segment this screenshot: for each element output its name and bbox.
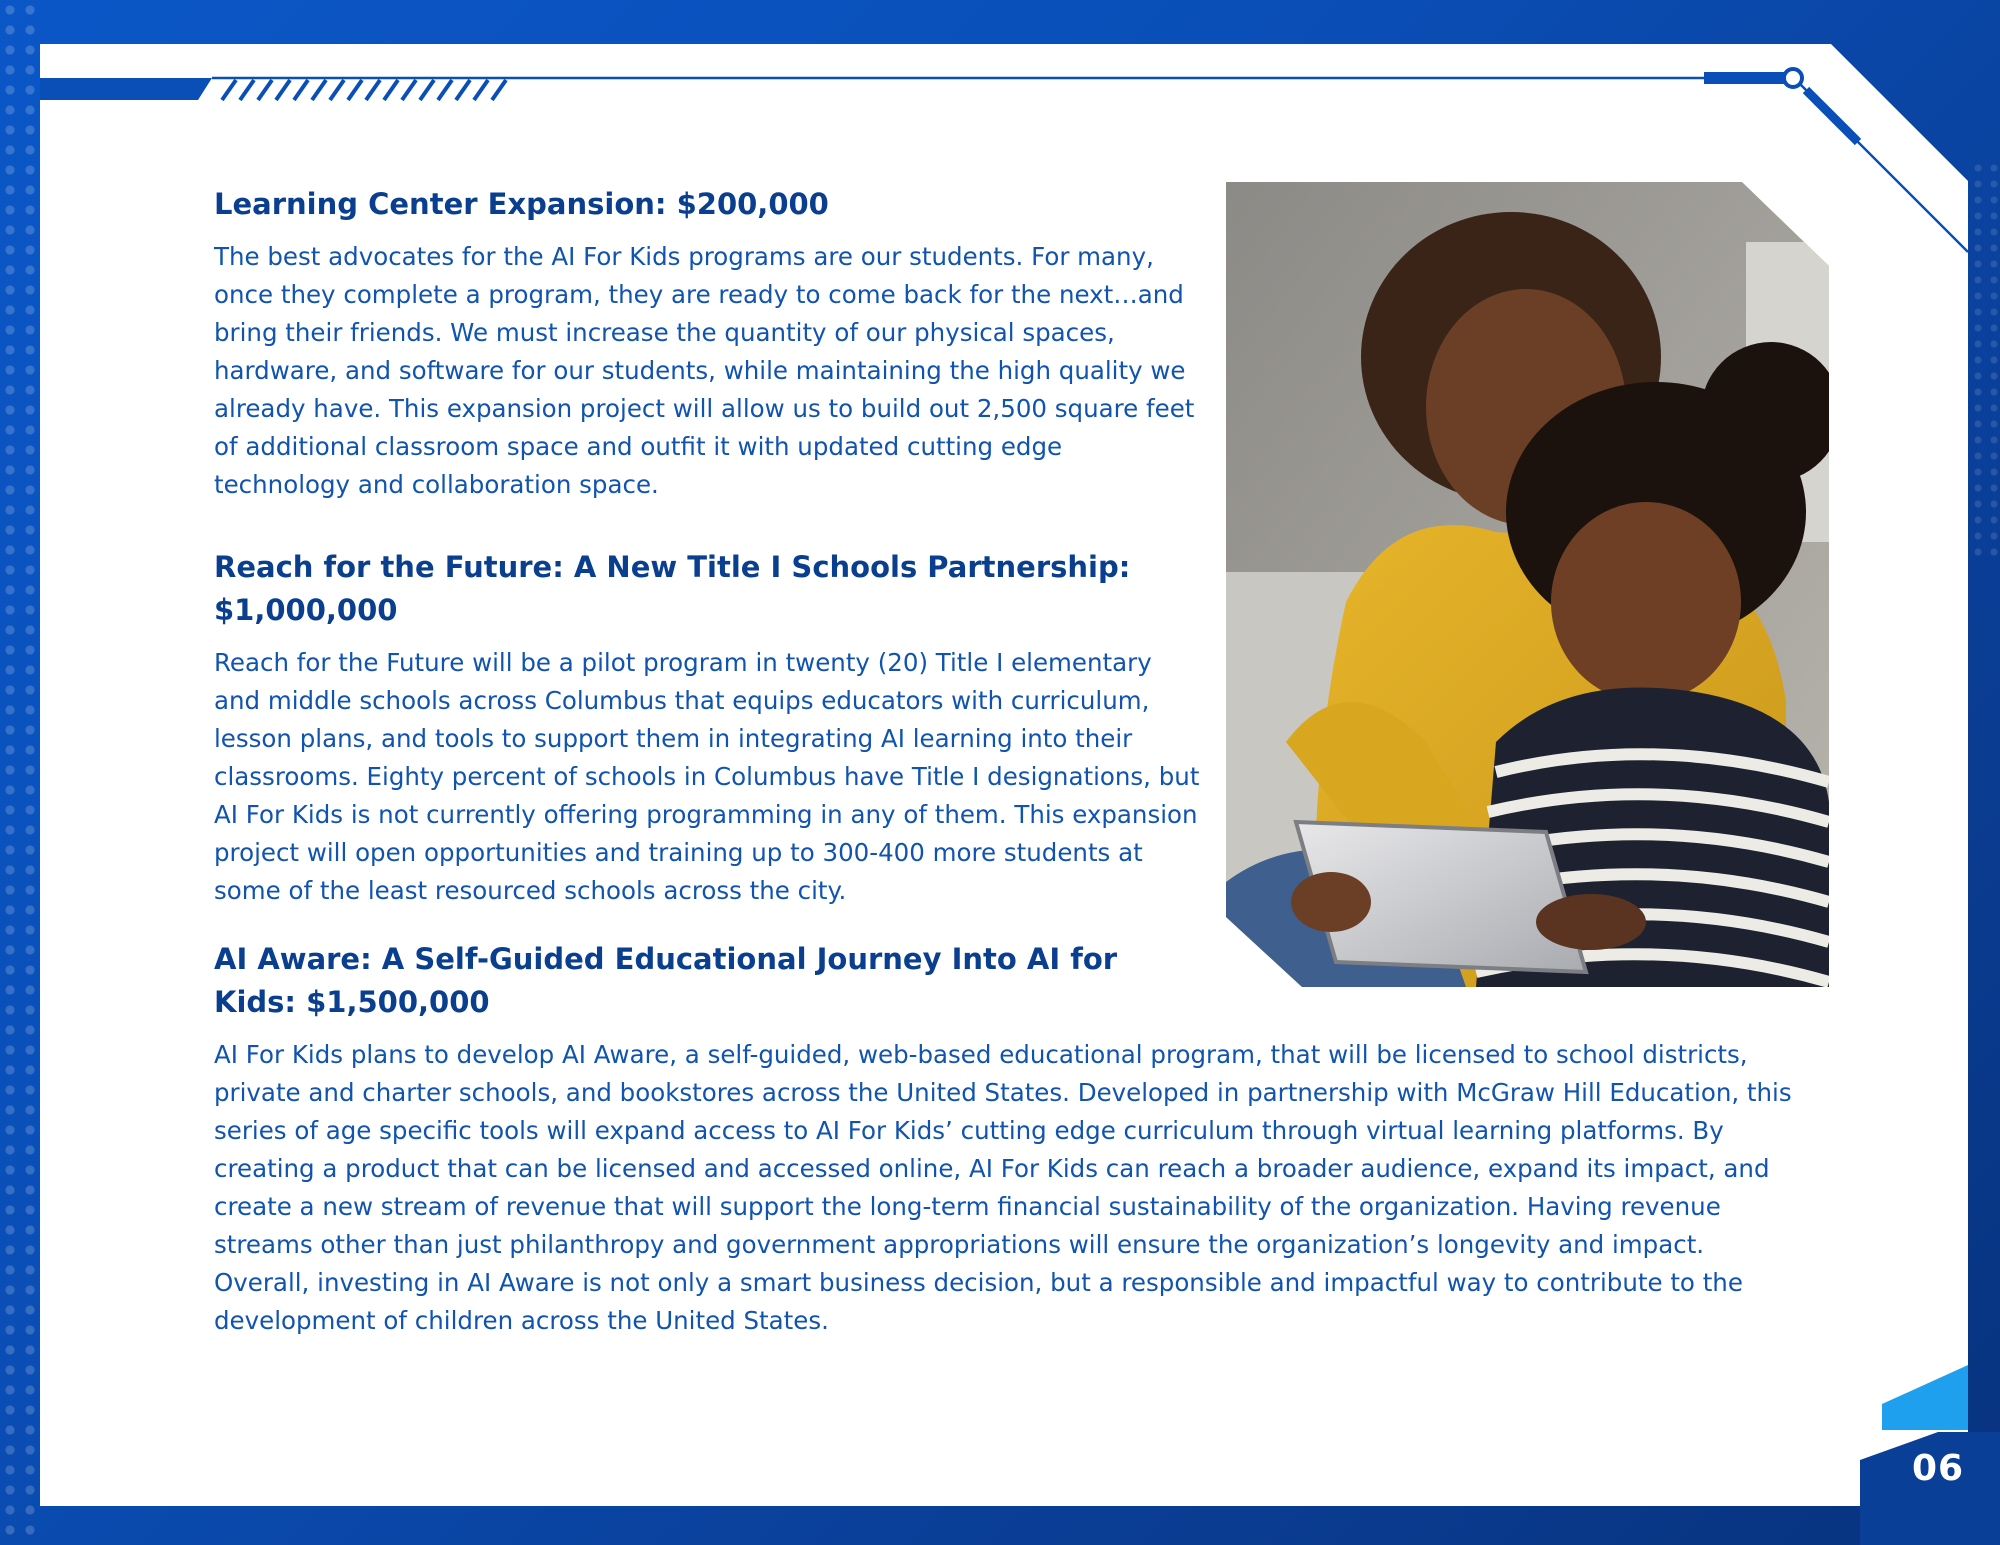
top-rule-thick [1704,72,1792,84]
section-body: The best advocates for the AI For Kids programs are our students. For many, once they complete a program, they are ready to come back for the next…and bring their friends. We must increase the quantity of our physical spaces, hardware, and software for our students, while maintaining the high quality we already have. This expansion project will allow us to build out 2,500 square feet of additional classroom space and outfit it with updated cutting edge technology and collaboration space. [214,242,1195,499]
main-content [214,183,1794,1340]
top-left-bar [40,78,212,100]
section-learning-center [214,183,1204,504]
section-body: AI For Kids plans to develop AI Aware, a self-guided, web-based educational program, that will be licensed to school districts, private and charter schools, and bookstores across the United States. Developed in partnership with McGraw Hill Education, this series of age specific tools will expand access to AI For Kids’ cutting edge curriculum through virtual learning platforms. By creating a product that can be licensed and accessed online, AI For Kids can reach a broader audience, expand its impact, and create a new stream of revenue that will support the long-term financial sustainability of the organization. Having revenue streams other than just philanthropy and government appropriations will ensure the organization’s longevity and impact. Overall, investing in AI Aware is not only a smart business decision, but a responsible and impactful way to contribute to the development of children across the United States. [214,1040,1792,1335]
section-ai-aware [214,938,1794,1340]
section-heading: AI Aware: A Self-Guided Educational Journey Into AI for Kids: $1,500,000 [214,942,1118,1019]
section-heading: Learning Center Expansion: $200,000 [214,187,829,221]
bottom-right-accent [1882,1365,1968,1430]
hatch-stripes [222,80,506,100]
diagonal-rule-thick [1806,90,1858,142]
page-number: 06 [1911,1448,1965,1489]
section-heading: Reach for the Future: A New Title I Schools Partnership: $1,000,000 [214,550,1131,627]
top-rule-node [1784,69,1802,87]
section-body: Reach for the Future will be a pilot program in twenty (20) Title I elementary and middle schools across Columbus that equips educators with curriculum, lesson plans, and tools to support them in integrating AI learning into their classrooms. Eighty percent of schools in Columbus have Title I designations, but AI For Kids is not currently offering programming in any of them. This expansion project will open opportunities and training up to 300-400 more students at some of the least resourced schools across the city. [214,648,1200,905]
section-reach-for-the-future [214,546,1204,910]
